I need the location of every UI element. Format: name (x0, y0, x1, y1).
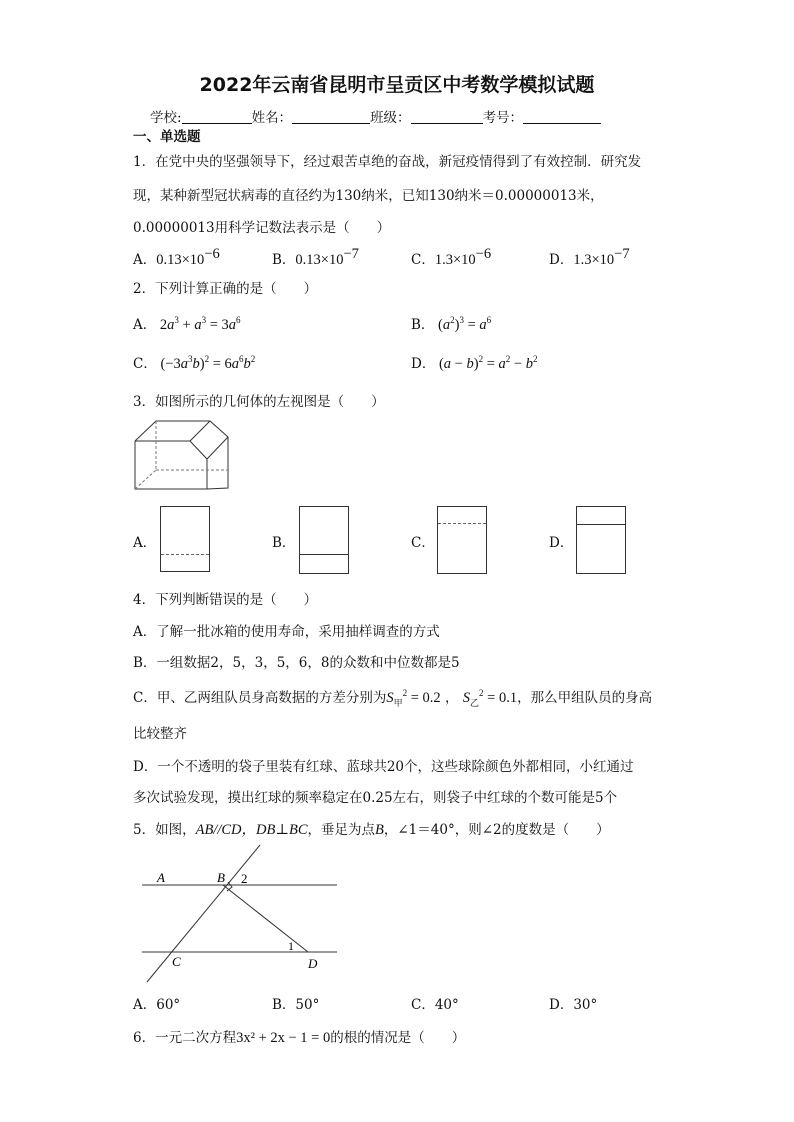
name-label: 姓名： (251, 110, 293, 126)
exam-no-blank (523, 109, 601, 124)
class-blank (411, 109, 483, 124)
q3-option-b-label: B． (272, 535, 296, 551)
q3-option-a-dashed-line (161, 554, 209, 555)
section-heading: 一、单选题 (133, 129, 201, 145)
line-bd (223, 885, 308, 952)
q4-option-c: C．甲、乙两组队员身高数据的方差分别为$S_甲^2 = 0.2$ ， $S_乙^2 = 0.1$，那么甲组队员的身高 (133, 688, 653, 708)
student-info-line (150, 106, 601, 126)
q5-option-b: B．50° (272, 997, 320, 1013)
exam-no-label: 考号： (482, 110, 524, 126)
q3-stem: 3．如图所示的几何体的左视图是（ ） (133, 394, 385, 410)
q4-option-d-line2: 多次试验发现，摸出红球的频率稳定在0.25左右，则袋子中红球的个数可能是5个 (133, 790, 618, 806)
q1-option-c: C．$1.3\times 10^{-6}$ (411, 246, 492, 268)
label-b: B (217, 870, 225, 885)
q5-option-c: C．40° (411, 997, 459, 1013)
page-title: 2022年云南省昆明市呈贡区中考数学模拟试题 (199, 74, 595, 96)
q2-option-c: C． $(-3a^3b)^2 = 6a^6b^2$ (133, 354, 256, 372)
q3-solid-top-edge (190, 421, 210, 441)
q3-option-b-solid-line (300, 554, 348, 555)
q3-option-d-label: D． (549, 535, 574, 551)
q3-option-d-solid-line (577, 524, 625, 525)
school-blank (182, 109, 252, 124)
q3-hidden-edge-diagonal (135, 470, 156, 489)
label-d: D (308, 956, 318, 971)
label-c: C (172, 954, 181, 969)
q1-stem-line3: 0.00000013用科学记数法表示是（ ） (133, 220, 391, 236)
q6-stem: 6．一元二次方程3x² + 2x − 1 = 0的根的情况是（ ） (133, 1030, 466, 1046)
label-angle-2: 2 (241, 871, 248, 886)
q4-option-d-line1: D．一个不透明的袋子里装有红球、蓝球共20个，这些球除颜色外都相同，小红通过 (133, 759, 634, 775)
q5-option-a: A．60° (133, 997, 181, 1013)
school-label: 学校: (150, 110, 182, 126)
q3-option-a-label: A． (133, 535, 157, 551)
label-a: A (157, 870, 165, 885)
line-bc (147, 845, 260, 982)
q5-option-d: D．30° (549, 997, 598, 1013)
q2-option-a: A． $2a^3 + a^3 = 3a^6$ (133, 315, 241, 333)
q1-option-d: D．$1.3\times 10^{-7}$ (549, 246, 630, 268)
q3-solid-figure (132, 418, 232, 492)
label-angle-1: 1 (288, 939, 294, 953)
q3-solid-outline (135, 421, 228, 489)
q4-stem: 4．下列判断错误的是（ ） (133, 592, 318, 608)
q5-stem: 5．如图，AB//CD，DB⊥BC，垂足为点B，∠1＝40°，则∠2的度数是（ ） (133, 822, 610, 838)
name-blank (292, 109, 370, 124)
q1-option-b: B．$0.13\times 10^{-7}$ (272, 246, 359, 268)
q3-solid-front-edges (135, 441, 207, 489)
q3-option-b-figure (299, 506, 349, 574)
q1-stem-line1: 1．在党中央的坚强领导下，经过艰苦卓绝的奋战，新冠疫情得到了有效控制．研究发 (133, 154, 642, 170)
q1-stem-line2: 现，某种新型冠状病毒的直径约为130纳米，已知130纳米＝0.00000013米， (133, 188, 604, 204)
q3-option-a-figure (160, 506, 210, 572)
q5-geometry-figure (130, 842, 360, 984)
q2-stem: 2．下列计算正确的是（ ） (133, 281, 318, 297)
q2-option-b: B． $(a^2)^3 = a^6$ (411, 315, 492, 333)
class-label: 班级： (370, 110, 411, 126)
q3-option-c-figure (437, 506, 487, 574)
q3-solid-side-edge (207, 437, 228, 459)
q3-option-c-dashed-line (438, 523, 486, 524)
q3-option-c-label: C． (411, 535, 435, 551)
q4-option-a: A．了解一批冰箱的使用寿命，采用抽样调查的方式 (133, 624, 440, 640)
q4-option-c-line2: 比较整齐 (133, 726, 187, 742)
q2-option-d: D． $(a - b)^2 = a^2 - b^2$ (411, 354, 538, 372)
q1-option-a: A．$0.13\times 10^{-6}$ (133, 246, 220, 268)
q3-option-d-figure (576, 506, 626, 574)
q4-option-b: B．一组数据2，5，3，5，6，8的众数和中位数都是5 (133, 655, 460, 671)
